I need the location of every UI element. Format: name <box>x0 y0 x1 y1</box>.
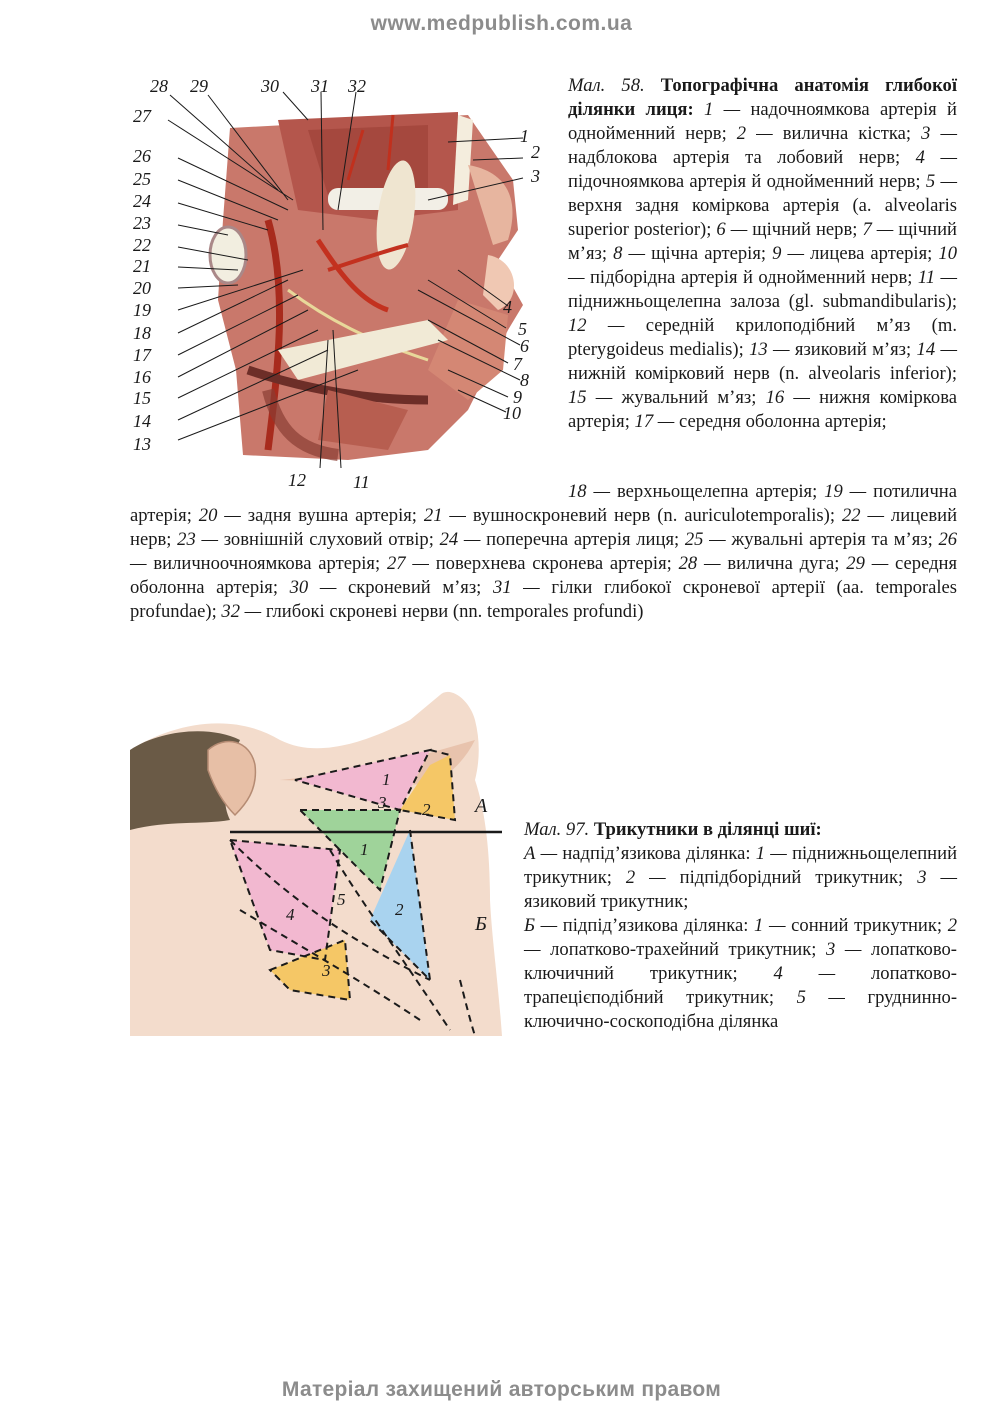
label-b1: 1 <box>360 840 369 859</box>
legend-entry: 20 — задня вушна артерія; <box>198 505 417 526</box>
legend-entry: 4 — лопатково-трапецієподібний трикутник; <box>524 963 957 1008</box>
legend-entry: 19 — потилична артерія; <box>130 481 958 526</box>
label-7: 7 <box>513 354 522 374</box>
legend-entry: 27 — поверхнева скронева артерія; <box>386 553 672 574</box>
label-14: 14 <box>133 411 151 431</box>
figure-58-number: Мал. 58. <box>568 75 645 96</box>
label-28: 28 <box>150 76 168 96</box>
legend-entry: 15 — жувальний м’яз; <box>568 387 757 408</box>
legend-entry: 6 — щічний нерв; <box>716 219 858 240</box>
label-9: 9 <box>513 387 522 407</box>
figure-97-illustration <box>130 680 502 1036</box>
figure-58-title: Топографічна анатомія глибокої ділянки лиця: <box>568 75 958 120</box>
label-4: 4 <box>503 297 512 317</box>
label-11: 11 <box>353 472 370 492</box>
label-27: 27 <box>133 106 151 126</box>
label-29: 29 <box>190 76 208 96</box>
legend-entry: 12 — середній крилоподібний м’яз (m. pterygoideus medialis); <box>568 315 957 360</box>
label-1: 1 <box>520 126 529 146</box>
label-21: 21 <box>133 256 151 276</box>
label-31: 31 <box>311 76 329 96</box>
label-30: 30 <box>261 76 279 96</box>
figure-58-caption-full <box>130 480 957 624</box>
legend-entry: 7 — щічний м’яз; <box>568 219 957 264</box>
legend-entry: 18 — верхньощелепна артерія; <box>568 481 818 502</box>
figure-58-caption-right <box>568 74 957 434</box>
label-15: 15 <box>133 388 151 408</box>
label-24: 24 <box>133 191 151 211</box>
legend-entry: 5 — верхня задня коміркова артерія (a. alveolaris superior posterior); <box>568 171 957 240</box>
label-17: 17 <box>133 345 151 365</box>
label-a1: 1 <box>382 770 391 789</box>
legend-entry: 2 — підпідборідний трикутник; <box>625 867 904 888</box>
label-5: 5 <box>518 319 527 339</box>
label-2: 2 <box>531 142 540 162</box>
label-13: 13 <box>133 434 151 454</box>
legend-entry: 26 — виличноочноямкова артерія; <box>130 529 958 574</box>
legend-entry: 32 — глибокі скроневі нерви (nn. temporales profundi) <box>221 601 644 622</box>
legend-entry: 25 — жувальні артерія та м’яз; <box>684 529 933 550</box>
legend-entry: 24 — поперечна артерія лиця; <box>439 529 680 550</box>
label-b5: 5 <box>337 890 346 909</box>
legend-entry: 30 — скроневий м’яз; <box>289 577 482 598</box>
legend-entry: 22 — лицевий нерв; <box>130 505 958 550</box>
label-18: 18 <box>133 323 151 343</box>
legend-entry: 29 — середня оболонна артерія; <box>130 553 958 598</box>
region-label-a: А <box>475 795 488 817</box>
label-3: 3 <box>531 166 540 186</box>
legend-entry: 13 — язиковий м’яз; <box>749 339 912 360</box>
legend-entry: 3 — лопатково-ключичний трикутник; <box>524 939 957 984</box>
label-b3: 3 <box>322 961 331 980</box>
legend-entry: 1 — піднижньощелепний трикутник; <box>524 843 958 888</box>
footer-watermark: Матеріал захищений авторським правом <box>281 1378 722 1401</box>
label-25: 25 <box>133 169 151 189</box>
label-16: 16 <box>133 367 151 387</box>
legend-entry: 8 — щічна артерія; <box>613 243 767 264</box>
figure-97-caption <box>524 818 957 1034</box>
legend-entry: 28 — вилична дуга; <box>678 553 840 574</box>
label-b2: 2 <box>395 900 404 919</box>
legend-entry: 21 — вушноскроневий нерв (n. auriculotemporalis); <box>423 505 836 526</box>
legend-entry: 2 — вилична кістка; <box>736 123 912 144</box>
figure-58-illustration <box>128 70 568 500</box>
label-22: 22 <box>133 235 151 255</box>
legend-entry: 31 — гілки глибокої скроневої артерії (aa. temporales profundae); <box>130 577 958 622</box>
label-19: 19 <box>133 300 151 320</box>
legend-entry: Б — підпід’язикова ділянка: <box>524 915 749 936</box>
label-a3: 3 <box>378 793 387 812</box>
label-10: 10 <box>503 403 521 423</box>
legend-entry: 2 — лопатково-трахейний трикутник; <box>524 915 957 960</box>
figure-97-number: Мал. 97. <box>524 819 590 840</box>
label-23: 23 <box>133 213 151 233</box>
label-8: 8 <box>520 370 529 390</box>
label-26: 26 <box>133 146 151 166</box>
label-b4: 4 <box>286 905 295 924</box>
legend-entry: 14 — нижній комірковий нерв (n. alveolaris inferior); <box>568 339 957 384</box>
legend-entry: 17 — середня оболонна артерія; <box>634 411 887 432</box>
head-anatomy-drawing <box>210 112 523 460</box>
legend-entry: А — надпід’язикова ділянка: <box>524 843 751 864</box>
legend-entry: 16 — нижня коміркова артерія; <box>568 387 957 432</box>
label-12: 12 <box>288 470 306 490</box>
legend-entry: 10 — підборідна артерія й однойменний нерв; <box>568 243 957 288</box>
header-watermark: www.medpublish.com.ua <box>370 12 633 35</box>
legend-entry: 11 — піднижньощелепна залоза (gl. submandibularis); <box>568 267 958 312</box>
legend-entry: 4 — підочноямкова артерія й однойменний нерв; <box>568 147 957 192</box>
label-6: 6 <box>520 336 529 356</box>
legend-entry: 1 — сонний трикутник; <box>754 915 943 936</box>
legend-entry: 3 — язиковий трикутник; <box>524 867 957 912</box>
legend-entry: 1 — надочноямкова артерія й однойменний нерв; <box>568 99 957 144</box>
region-label-b: Б <box>475 913 487 935</box>
legend-entry: 3 — надблокова артерія та лобовий нерв; <box>568 123 958 168</box>
figure-97-title: Трикутники в ділянці шиї: <box>593 819 822 840</box>
label-20: 20 <box>133 278 151 298</box>
legend-entry: 23 — зовнішній слуховий отвір; <box>177 529 434 550</box>
legend-entry: 5 — груднинно-ключично-соскоподібна ділянка <box>524 987 958 1032</box>
label-a2: 2 <box>422 800 431 819</box>
label-32: 32 <box>348 76 366 96</box>
legend-entry: 9 — лицева артерія; <box>772 243 933 264</box>
